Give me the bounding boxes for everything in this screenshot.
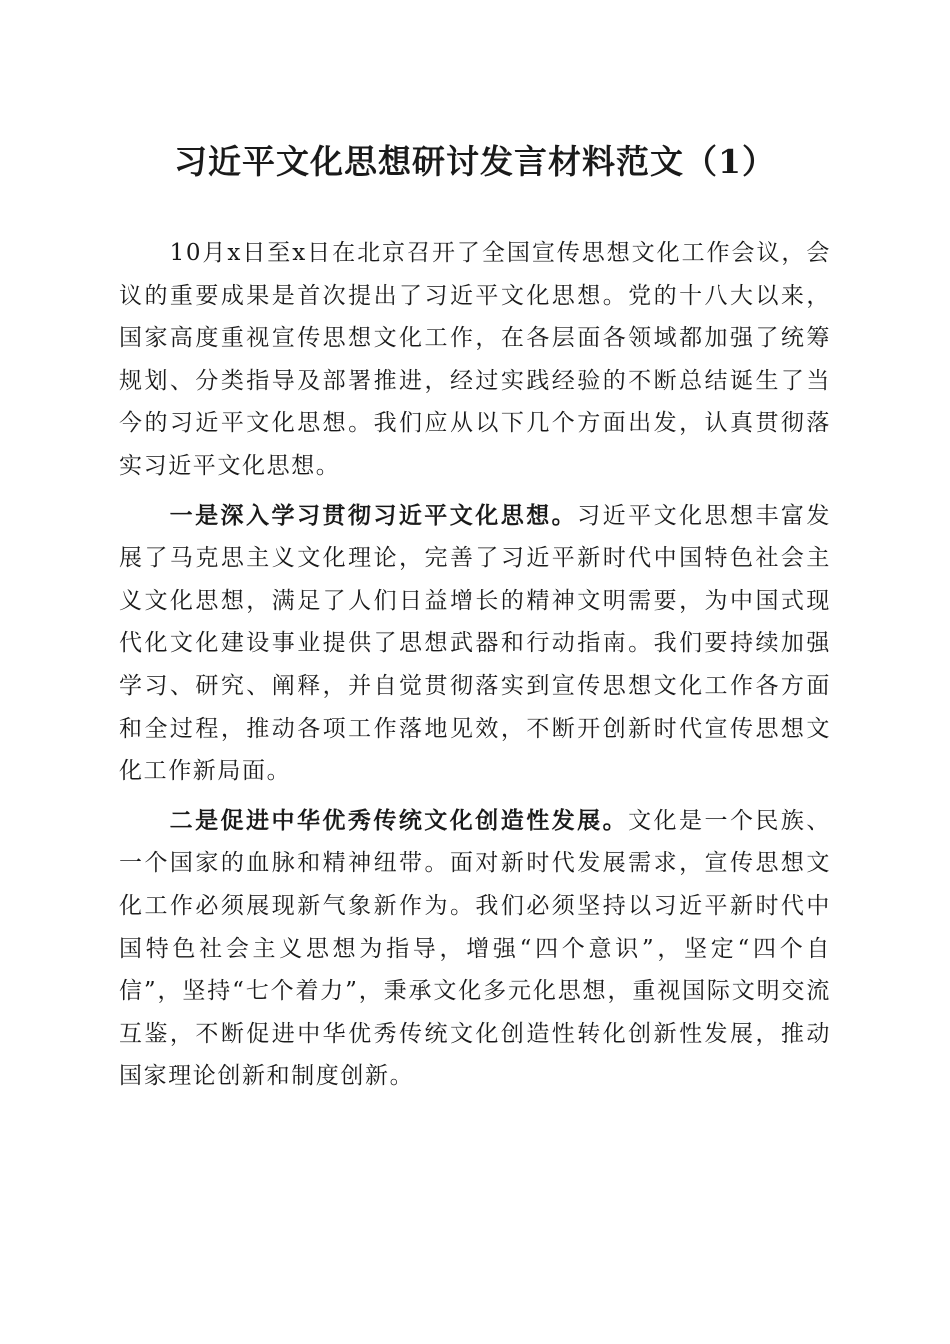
paragraph-text: 文化是一个民族、一个国家的血脉和精神纽带。面对新时代发展需求，宣传思想文化工作必须展现新气象新作为。我们必须坚持以习近平新时代中国特色社会主义思想为指导，增强“四个意识”，坚定“四个自信”，坚持“七个着力”，秉承文化多元化思想，重视国际文明交流互鉴，不断促进中华优秀传统文化创造性转化创新性发展，推动国家理论创新和制度创新。 [119,807,831,1090]
paragraph-lead: 一是深入学习贯彻习近平文化思想。 [169,501,578,529]
paragraph-intro [119,232,831,488]
paragraph-text: 10月x日至x日在北京召开了全国宣传思想文化工作会议，会议的重要成果是首次提出了习近平文化思想。党的十八大以来，国家高度重视宣传思想文化工作，在各层面各领域都加强了统筹规划、分类指导及部署推进，经过实践经验的不断总结诞生了当今的习近平文化思想。我们应从以下几个方面出发，认真贯彻落实习近平文化思想。 [119,240,831,479]
paragraph-lead: 二是促进中华优秀传统文化创造性发展。 [169,806,629,834]
paragraph-text: 习近平文化思想丰富发展了马克思主义文化理论，完善了习近平新时代中国特色社会主义文化思想，满足了人们日益增长的精神文明需要，为中国式现代化文化建设事业提供了思想武器和行动指南。我们要持续加强学习、研究、阐释，并自觉贯彻落实到宣传思想文化工作各方面和全过程，推动各项工作落地见效，不断开创新时代宣传思想文化工作新局面。 [119,502,832,785]
paragraph-point-two [119,800,831,1098]
document-title: 习近平文化思想研讨发言材料范文（1） [174,142,776,181]
paragraph-point-one [119,495,831,793]
document-body [119,232,831,1105]
